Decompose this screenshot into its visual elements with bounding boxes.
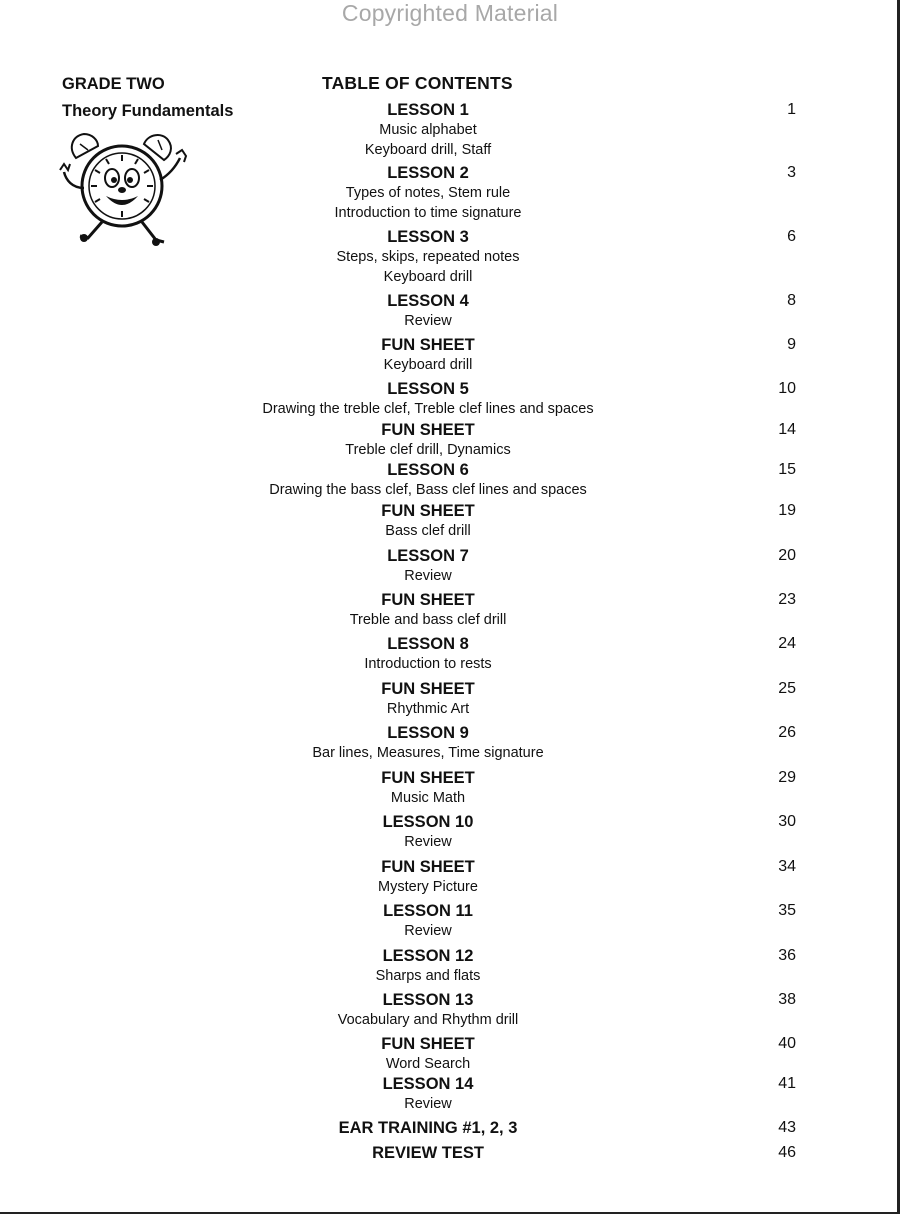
toc-entry-page-number: 26: [778, 724, 796, 741]
toc-entry-title: LESSON 9: [387, 724, 469, 742]
toc-entry-page-number: 8: [787, 292, 796, 309]
toc-entry-description: Music alphabet: [379, 122, 477, 138]
toc-entry-page-number: 20: [778, 547, 796, 564]
toc-entry-page-number: 29: [778, 769, 796, 786]
toc-entry-description: Bar lines, Measures, Time signature: [312, 745, 544, 761]
toc-entry-title: FUN SHEET: [381, 421, 475, 439]
toc-entry-title: FUN SHEET: [381, 502, 475, 520]
toc-entry-page-number: 35: [778, 902, 796, 919]
toc-entry-title: LESSON 14: [382, 1075, 474, 1093]
toc-entry-description: Types of notes, Stem rule: [345, 185, 511, 201]
toc-entry-title: LESSON 1: [387, 101, 469, 119]
toc-entry-title: FUN SHEET: [381, 858, 475, 876]
toc-entry-page-number: 43: [778, 1119, 796, 1136]
toc-entry-page-number: 15: [778, 461, 796, 478]
toc-entry-page-number: 30: [778, 813, 796, 830]
toc-entry-description: Sharps and flats: [375, 968, 481, 984]
toc-entry-page-number: 10: [778, 380, 796, 397]
toc-entry-title: LESSON 13: [382, 991, 474, 1009]
toc-entry-page-number: 19: [778, 502, 796, 519]
toc-entry-title: LESSON 5: [387, 380, 469, 398]
toc-entry-page-number: 24: [778, 635, 796, 652]
toc-entry-title: FUN SHEET: [381, 336, 475, 354]
toc-entry-description: Mystery Picture: [378, 879, 478, 895]
toc-entry-page-number: 14: [778, 421, 796, 438]
toc-entry-title: REVIEW TEST: [372, 1144, 484, 1162]
toc-entry-title: FUN SHEET: [381, 591, 475, 609]
toc-entry-description: Introduction to time signature: [334, 205, 522, 221]
toc-entry-page-number: 38: [778, 991, 796, 1008]
toc-entry-page-number: 34: [778, 858, 796, 875]
toc-entry-page-number: 9: [787, 336, 796, 353]
toc-entry-title: LESSON 6: [387, 461, 469, 479]
toc-entry-description: Bass clef drill: [385, 523, 471, 539]
toc-entry-title: EAR TRAINING #1, 2, 3: [338, 1119, 518, 1137]
toc-entry-description: Introduction to rests: [364, 656, 492, 672]
toc-entry-page-number: 1: [787, 101, 796, 118]
toc-entry-page-number: 3: [787, 164, 796, 181]
grade-label: GRADE TWO: [62, 75, 165, 93]
toc-entry-title: LESSON 8: [387, 635, 469, 653]
toc-entry-page-number: 6: [787, 228, 796, 245]
toc-entry-title: LESSON 10: [382, 813, 474, 831]
toc-entry-description: Keyboard drill, Staff: [364, 142, 492, 158]
toc-entry-description: Treble clef drill, Dynamics: [345, 442, 511, 458]
copyright-watermark: Copyrighted Material: [341, 0, 559, 26]
toc-entry-description: Treble and bass clef drill: [349, 612, 507, 628]
toc-entry-description: Rhythmic Art: [386, 701, 470, 717]
toc-entry-description: Drawing the bass clef, Bass clef lines and spaces: [269, 482, 587, 498]
toc-entry-description: Steps, skips, repeated notes: [336, 249, 520, 265]
toc-entry-title: LESSON 2: [387, 164, 469, 182]
toc-entry-page-number: 36: [778, 947, 796, 964]
toc-entry-title: FUN SHEET: [381, 1035, 475, 1053]
toc-entry-page-number: 23: [778, 591, 796, 608]
toc-entry-description: Review: [404, 568, 452, 584]
toc-entry-page-number: 40: [778, 1035, 796, 1052]
toc-entry-description: Review: [404, 313, 452, 329]
toc-entry-title: LESSON 3: [387, 228, 469, 246]
toc-entry-title: FUN SHEET: [381, 769, 475, 787]
toc-entry-page-number: 41: [778, 1075, 796, 1092]
toc-entry-page-number: 46: [778, 1144, 796, 1161]
toc-entry-description: Keyboard drill: [383, 269, 473, 285]
toc-entry-title: LESSON 12: [382, 947, 474, 965]
toc-entry-description: Review: [404, 923, 452, 939]
toc-entry-title: LESSON 11: [383, 902, 473, 920]
toc-title: TABLE OF CONTENTS: [322, 73, 513, 93]
toc-entry-title: LESSON 7: [387, 547, 469, 565]
toc-entry-title: LESSON 4: [387, 292, 469, 310]
book-subtitle: Theory Fundamentals: [62, 102, 234, 120]
toc-entry-description: Vocabulary and Rhythm drill: [337, 1012, 519, 1028]
toc-entry-description: Word Search: [385, 1056, 471, 1072]
toc-entry-page-number: 25: [778, 680, 796, 697]
toc-entry-title: FUN SHEET: [381, 680, 475, 698]
toc-entry-description: Keyboard drill: [383, 357, 473, 373]
toc-entry-description: Review: [404, 1096, 452, 1112]
toc-entry-description: Drawing the treble clef, Treble clef lines and spaces: [262, 401, 594, 417]
toc-entry-description: Music Math: [390, 790, 466, 806]
toc-entry-description: Review: [404, 834, 452, 850]
